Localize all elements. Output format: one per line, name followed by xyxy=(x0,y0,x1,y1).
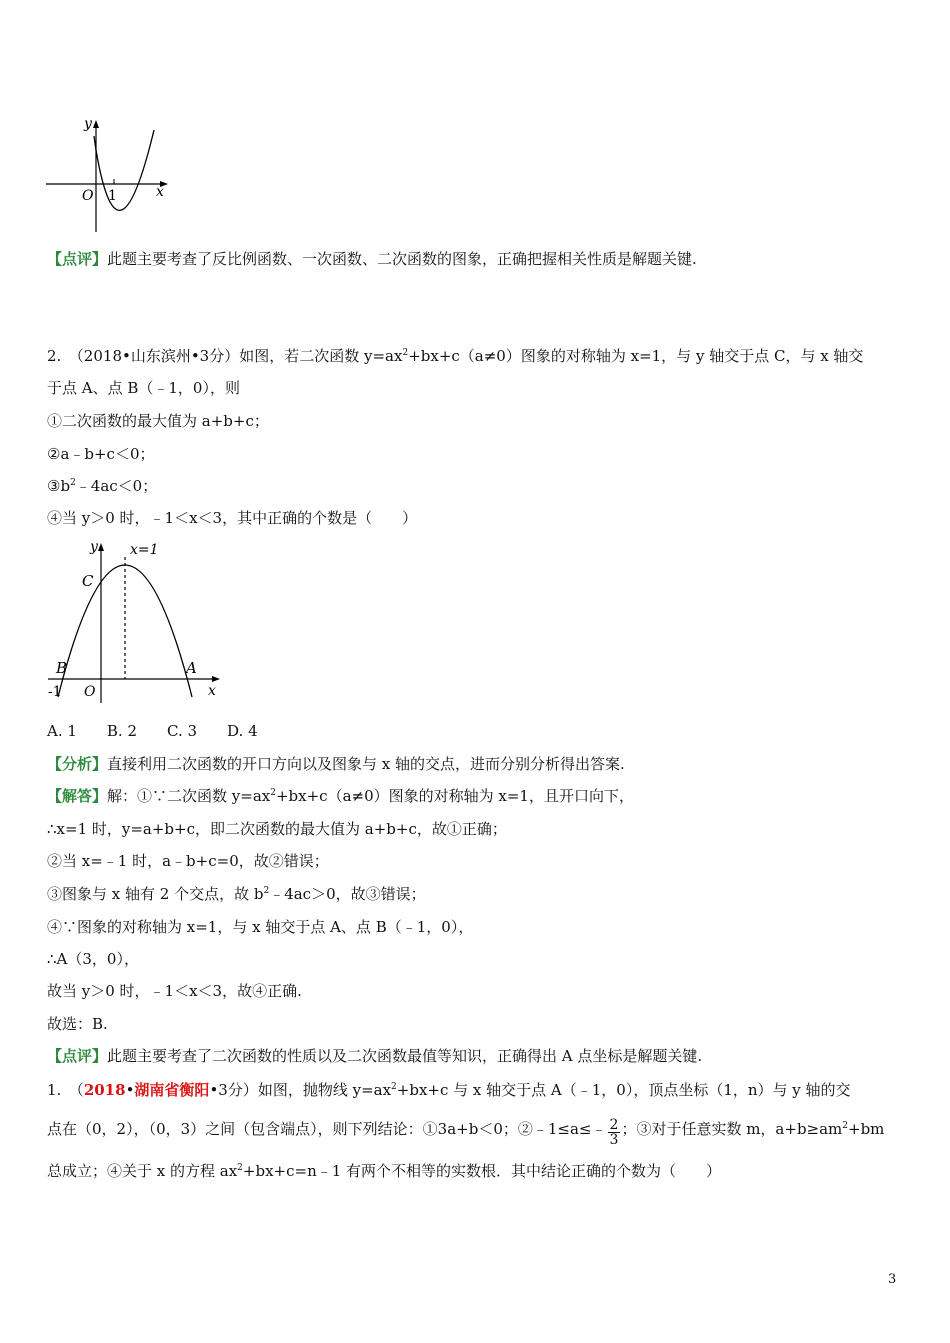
parabola-graph-2 xyxy=(44,535,234,705)
q2-statement-3: $③b^2﹣4ac<0$； xyxy=(47,477,158,495)
q1-line-1: 1. （2018•湖南省衡阳•3分）如图，抛物线 $y=ax^2+bx+c$ 与 x 轴交于点 A（﹣1，0），顶点坐标（1，n）与 y 轴的交 xyxy=(47,1081,851,1099)
q2-line-1: 2. （2018•山东滨州•3分）如图，若二次函数 $y=ax^2+bx+c(a\ne 0)$图象的对称轴为 x=1，与 y 轴交于点 C，与 x 轴交 xyxy=(47,347,864,365)
review-1: 【点评】此题主要考查了反比例函数、一次函数、二次函数的图象，正确把握相关性质是解题关键. xyxy=(47,250,697,268)
minus-one-label: -1 xyxy=(48,684,62,700)
q1-line-2: 点在（0，2），（0，3）之间（包含端点），则下列结论：①3a+b＜0；②﹣1≤a≤﹣ $\frac{2}{3}$ ；③对于任意实数 m，$a+b\ge am^2+bm$ xyxy=(47,1117,885,1148)
point-c-label: C xyxy=(82,572,94,590)
q2-solution-3: ②当 x=﹣1 时，a﹣b+c=0，故②错误； xyxy=(47,852,329,870)
q2-solution-6: ∴A（3，0）， xyxy=(47,950,139,968)
point-b-label: B xyxy=(56,659,68,677)
tick-label: 1 xyxy=(108,188,117,204)
origin-label: O xyxy=(84,684,96,700)
q2-solution-8: 故选：B. xyxy=(47,1015,108,1033)
fraction-two-thirds: $\frac{2}{3}$ xyxy=(609,1117,619,1148)
q2-statement-1: ①二次函数的最大值为 a+b+c； xyxy=(47,412,269,430)
q2-solution-5: ④∵图象的对称轴为 x=1，与 x 轴交于点 A、点 B（﹣1，0）， xyxy=(47,918,474,936)
axis-of-symmetry-label: x=1 xyxy=(130,542,159,558)
q2-line-2: 于点 A、点 B（﹣1，0），则 xyxy=(47,379,240,397)
q2-analysis: 【分析】直接利用二次函数的开口方向以及图象与 x 轴的交点，进而分别分析得出答案. xyxy=(47,755,625,773)
origin-label: O xyxy=(82,188,94,204)
point-a-label: A xyxy=(186,659,197,677)
q2-solution-1: 【解答】解：①∵二次函数 $y=ax^2+bx+c(a\ne 0)$图象的对称轴为 x=1，且开口向下， xyxy=(47,787,634,805)
y-axis-label: y xyxy=(90,539,98,555)
page-number: 3 xyxy=(888,1272,897,1287)
y-axis-label: y xyxy=(84,116,92,132)
q2-statement-4: ④当 y＞0 时，﹣1＜x＜3，其中正确的个数是（ ） xyxy=(47,509,418,527)
q2-solution-2: ∴x=1 时，y=a+b+c，即二次函数的最大值为 a+b+c，故①正确； xyxy=(47,820,507,838)
q2-solution-7: 故当 y＞0 时，﹣1＜x＜3，故④正确. xyxy=(47,982,302,1000)
q2-solution-4: ③图象与 x 轴有 2 个交点，故 $b^2﹣4ac>0$，故③错误； xyxy=(47,885,426,903)
q2-statement-2: ②a﹣b+c＜0； xyxy=(47,445,155,463)
x-axis-label: x xyxy=(156,184,164,200)
q1-line-3: 总成立；④关于 x 的方程 $ax^2+bx+c=n﹣1$ 有两个不相等的实数根．其中结论正确的个数为（ ） xyxy=(47,1162,722,1180)
q2-review: 【点评】此题主要考查了二次函数的性质以及二次函数最值等知识，正确得出 A 点坐标是解题关键. xyxy=(47,1047,703,1065)
x-axis-label: x xyxy=(208,683,216,699)
q2-options: A. 1 B. 2 C. 3 D. 4 xyxy=(47,722,258,740)
parabola-graph-1 xyxy=(44,112,174,236)
